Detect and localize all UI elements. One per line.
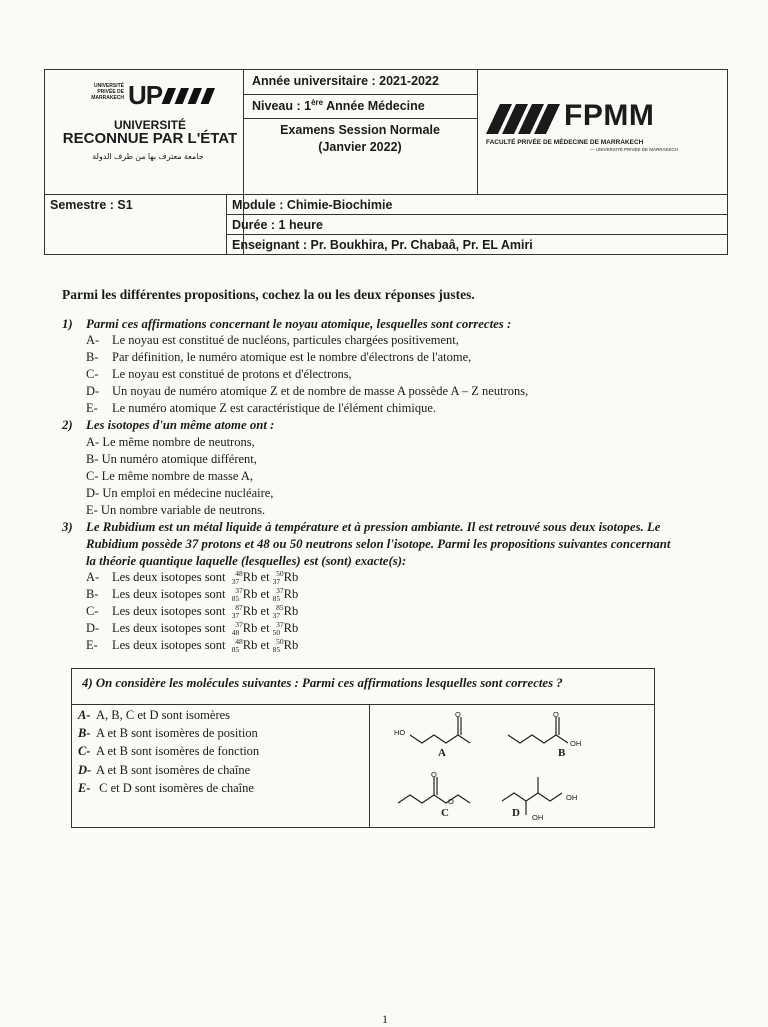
molecule-b-oh: OH — [570, 739, 582, 748]
semester: Semestre : S1 — [50, 198, 133, 212]
university-logo-small-text: UNIVERSITÉ PRIVÉE DE MARRAKECH — [91, 83, 124, 101]
q2-option-a[interactable]: A- Le même nombre de neutrons, — [86, 435, 255, 449]
molecule-c-o2: O — [448, 797, 454, 806]
molecule-b-chain — [508, 735, 568, 743]
molecule-b-label: B — [558, 747, 566, 759]
q1-option-d[interactable]: D- Un noyau de numéro atomique Z et de nombre de masse A possède A – Z neutrons, — [86, 384, 529, 398]
question-4: 4) On considère les molécules suivantes : Parmi ces affirmations lesquelles sont correctes ? — [82, 676, 563, 690]
header-divider — [243, 94, 477, 95]
q3-option-c[interactable]: C- Les deux isotopes sont $_{37}^{87}$Rb et $_{37}^{85}$Rb — [86, 603, 299, 620]
molecule-d-oh1: OH — [566, 793, 578, 802]
fpmm-logo-stripes — [486, 104, 562, 134]
exam-session: Examens Session Normale (Janvier 2022) — [280, 123, 440, 154]
molecule-d-chain — [502, 793, 562, 801]
header-divider — [226, 194, 227, 255]
q3-option-b[interactable]: B- Les deux isotopes sont $_{85}^{37}$Rb et $_{85}^{37}$Rb — [86, 586, 299, 603]
q1-option-c[interactable]: C- Le noyau est constitué de protons et d'électrons, — [86, 367, 352, 381]
university-logo-stripes — [160, 88, 216, 104]
q3-option-a[interactable]: A- Les deux isotopes sont $_{37}^{48}$Rb et $_{37}^{50}$Rb — [86, 569, 299, 586]
header-divider — [226, 234, 728, 235]
molecule-a-o: O — [455, 710, 461, 719]
molecule-b-o: O — [553, 710, 559, 719]
question-1: 1) Parmi ces affirmations concernant le noyau atomique, lesquelles sont correctes : — [62, 317, 512, 331]
university-arabic-text: جامعة معترف بها من طرف الدولة — [92, 152, 204, 161]
instructions: Parmi les différentes propositions, cochez la ou les deux réponses justes. — [62, 287, 475, 302]
teachers: Enseignant : Pr. Boukhira, Pr. Chabaâ, Pr. EL Amiri — [232, 238, 533, 252]
fpmm-fullname: FACULTÉ PRIVÉE DE MÉDECINE DE MARRAKECH — [486, 139, 644, 146]
header-divider — [243, 118, 477, 119]
academic-year: Année universitaire : 2021-2022 — [252, 74, 439, 88]
fpmm-logo: FPMM — [564, 99, 655, 132]
q4-option-a[interactable]: A- A, B, C et D sont isomères — [78, 708, 231, 722]
q1-option-b[interactable]: B- Par définition, le numéro atomique est le nombre d'électrons de l'atome, — [86, 350, 472, 364]
university-name: UNIVERSITÉ RECONNUE PAR L'ÉTAT — [62, 118, 238, 147]
molecule-d-label: D — [512, 807, 520, 819]
molecule-c-o: O — [431, 770, 437, 779]
q1-option-a[interactable]: A- Le noyau est constitué de nucléons, particules chargées positivement, — [86, 333, 459, 347]
header-divider — [226, 214, 728, 215]
molecule-a-chain — [410, 735, 470, 743]
question-3-line-2: Rubidium possède 37 protons et 48 ou 50 neutrons selon l'isotope. Parmi les propositions suivantes concernant — [86, 537, 671, 551]
q2-option-b[interactable]: B- Un numéro atomique différent, — [86, 452, 257, 466]
q2-option-e[interactable]: E- Un nombre variable de neutrons. — [86, 503, 266, 517]
header-divider — [477, 69, 478, 194]
q3-option-e[interactable]: E- Les deux isotopes sont $_{85}^{48}$Rb et $_{85}^{50}$Rb — [86, 637, 299, 654]
q4-option-e[interactable]: E- C et D sont isomères de chaîne — [78, 781, 254, 795]
molecule-d-oh2: OH — [532, 813, 544, 822]
university-logo: UP — [128, 80, 163, 110]
molecule-a-label: A — [438, 747, 446, 759]
molecule-c-label: C — [441, 807, 449, 819]
molecule-a-ho: HO — [394, 728, 406, 737]
question-3-line-3: la théorie quantique laquelle (lesquelles) est (sont) exacte(s): — [86, 554, 407, 568]
q4-option-b[interactable]: B- A et B sont isomères de position — [78, 726, 258, 740]
page-number: 1 — [382, 1012, 388, 1026]
module: Module : Chimie-Biochimie — [232, 198, 393, 212]
q2-option-d[interactable]: D- Un emploi en médecine nucléaire, — [86, 486, 274, 500]
q4-option-c[interactable]: C- A et B sont isomères de fonction — [78, 744, 260, 758]
level: Niveau : 1ère Année Médecine — [252, 98, 425, 114]
q3-option-d[interactable]: D- Les deux isotopes sont $_{48}^{37}$Rb et $_{50}^{37}$Rb — [86, 620, 299, 637]
header-divider — [44, 194, 728, 195]
question-2: 2) Les isotopes d'un même atome ont : — [62, 418, 275, 432]
q1-option-e[interactable]: E- Le numéro atomique Z est caractéristique de l'élément chimique. — [86, 401, 436, 415]
q2-option-c[interactable]: C- Le même nombre de masse A, — [86, 469, 253, 483]
fpmm-university: — UNIVERSITÉ PRIVÉE DE MARRAKECH — [590, 147, 679, 152]
q4-option-d[interactable]: D- A et B sont isomères de chaîne — [78, 763, 251, 777]
molecule-c-chain — [398, 795, 470, 803]
question-3: 3) Le Rubidium est un métal liquide à température et à pression ambiante. Il est retrouvé sous deux isotopes. Le — [62, 520, 661, 534]
duration: Durée : 1 heure — [232, 218, 324, 232]
